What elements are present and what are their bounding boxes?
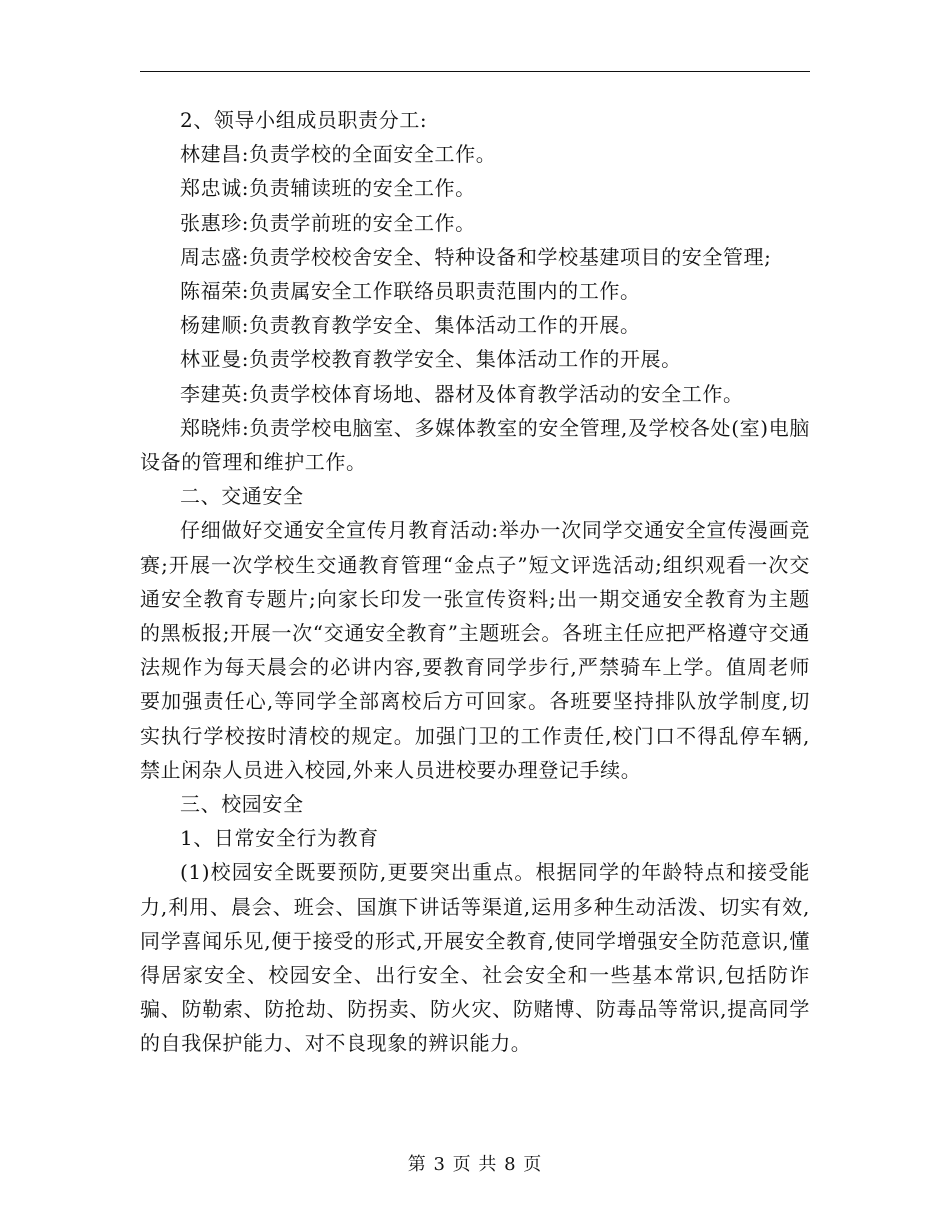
section-heading-campus-safety: 三、校园安全	[180, 792, 304, 817]
paragraph-duty-3: 张惠珍:负责学前班的安全工作。	[180, 210, 476, 235]
paragraph-duty-9: 郑晓炜:负责学校电脑室、多媒体教室的安全管理,及学校各处(室)电脑设备的管理和维护工作。	[140, 415, 810, 475]
paragraph-campus-safety-item-1: (1)校园安全既要预防,更要突出重点。根据同学的年龄特点和接受能力,利用、晨会、班会、国旗下讲话等渠道,运用多种生动活泼、切实有效,同学喜闻乐见,便于接受的形式,开展安全教育,使同学增强安全防范意识,懂得居家安全、校园安全、出行安全、社会安全和一些基本常识,包括防诈骗、防勒索、防抢劫、防拐卖、防火灾、防赌博、防毒品等常识,提高同学的自我保护能力、对不良现象的辨识能力。	[140, 860, 810, 1056]
paragraph-duty-7: 林亚曼:负责学校教育教学安全、集体活动工作的开展。	[180, 347, 682, 372]
section-heading-traffic-safety: 二、交通安全	[180, 484, 304, 509]
page-number: 第 3 页 共 8 页	[407, 1154, 543, 1175]
paragraph-duty-6: 杨建顺:负责教育教学安全、集体活动工作的开展。	[180, 313, 641, 338]
header-rule	[140, 71, 810, 72]
paragraph-duty-1: 林建昌:负责学校的全面安全工作。	[180, 142, 497, 167]
paragraph-duty-heading: 2、领导小组成员职责分工:	[180, 108, 428, 132]
subheading-daily-safety-education: 1、日常安全行为教育	[180, 826, 379, 851]
document-body	[140, 103, 810, 1061]
paragraph-duty-8: 李建英:负责学校体育场地、器材及体育教学活动的安全工作。	[180, 381, 744, 406]
paragraph-traffic-safety: 仔细做好交通安全宣传月教育活动:举办一次同学交通安全宣传漫画竞赛;开展一次学校生交通教育管理“金点子”短文评选活动;组织观看一次交通安全教育专题片;向家长印发一张宣传资料;出一期交通安全教育为主题的黑板报;开展一次“交通安全教育”主题班会。各班主任应把严格遵守交通法规作为每天晨会的必讲内容,要教育同学步行,严禁骑车上学。值周老师要加强责任心,等同学全部离校后方可回家。各班要坚持排队放学制度,切实执行学校按时清校的规定。加强门卫的工作责任,校门口不得乱停车辆,禁止闲杂人员进入校园,外来人员进校要办理登记手续。	[140, 518, 810, 782]
paragraph-duty-4: 周志盛:负责学校校舍安全、特种设备和学校基建项目的安全管理;	[180, 244, 772, 269]
paragraph-duty-2: 郑忠诚:负责辅读班的安全工作。	[180, 176, 476, 201]
paragraph-duty-5: 陈福荣:负责属安全工作联络员职责范围内的工作。	[180, 279, 641, 304]
